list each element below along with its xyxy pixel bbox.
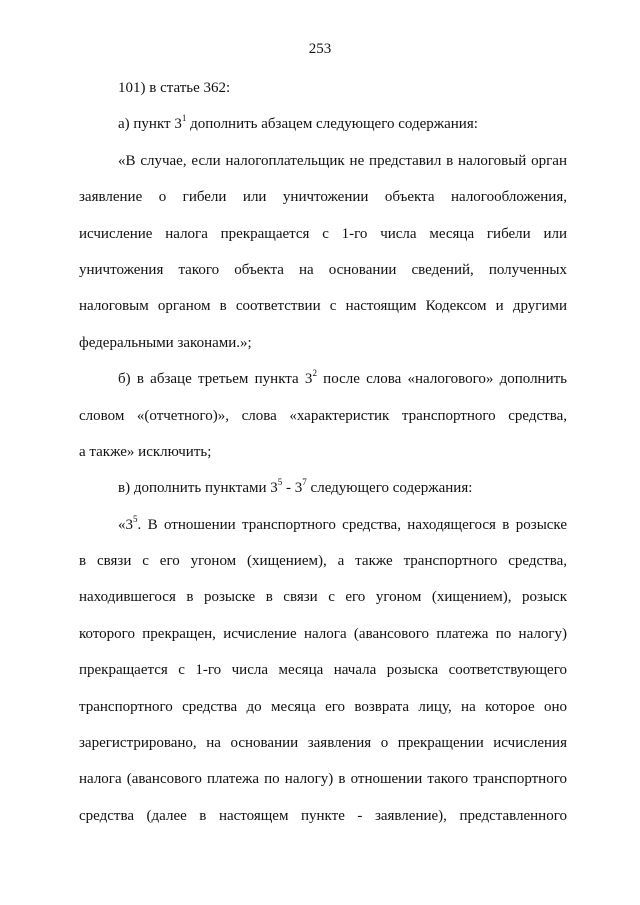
text-line: транспортного средства до месяца его возврата лицу, на которое оно [79,698,567,715]
superscript: 2 [312,369,317,379]
text-line: налоговым органом в соответствии с настоящим Кодексом и другими [79,298,567,315]
text-line: средства (далее в настоящем пункте - заявление), представленного [79,807,567,824]
text-line: в связи с его угоном (хищением), а также транспортного средства, [79,553,567,570]
text-line: в) дополнить пунктами $3^5 - 3^7$ следующего содержания: [118,478,473,497]
text-line: 101) в статье 362: [118,80,231,96]
page-number: 253 [308,41,332,57]
text-line: уничтожения такого объекта на основании сведений, полученных [79,261,567,278]
text-line: словом «(отчетного)», слова «характеристик транспортного средства, [79,407,567,424]
text-line: находившегося в розыске в связи с его угоном (хищением), розыск [79,589,567,606]
text-line: заявление о гибели или уничтожении объекта налогообложения, [79,189,567,206]
superscript: 1 [181,114,187,124]
text-line: а) пункт $3^1$ дополнить абзацем следующего содержания: [118,114,478,133]
text-line: «$3^5$. В отношении транспортного средства, находящегося в розыске [118,514,567,533]
superscript: 7 [302,478,307,488]
text-line: а также» исключить; [79,443,212,460]
superscript: 5 [133,514,138,524]
superscript: 5 [277,478,283,488]
text-line: налога (авансового платежа по налогу) в отношении такого транспортного [79,771,567,788]
text-line: федеральными законами.»; [79,334,252,351]
text-line: «В случае, если налогоплательщик не представил в налоговый орган [118,152,567,169]
text-line: прекращается с 1-го числа месяца начала розыска соответствующего [79,662,567,679]
text-line: б) в абзаце третьем пункта $3^2$ после слова «налогового» дополнить [118,369,567,388]
document-body [79,78,567,842]
text-line: зарегистрировано, на основании заявления о прекращении исчисления [79,735,567,752]
text-line: которого прекращен, исчисление налога (авансового платежа по налогу) [79,625,567,642]
text-line: исчисление налога прекращается с 1-го числа месяца гибели или [79,225,567,242]
